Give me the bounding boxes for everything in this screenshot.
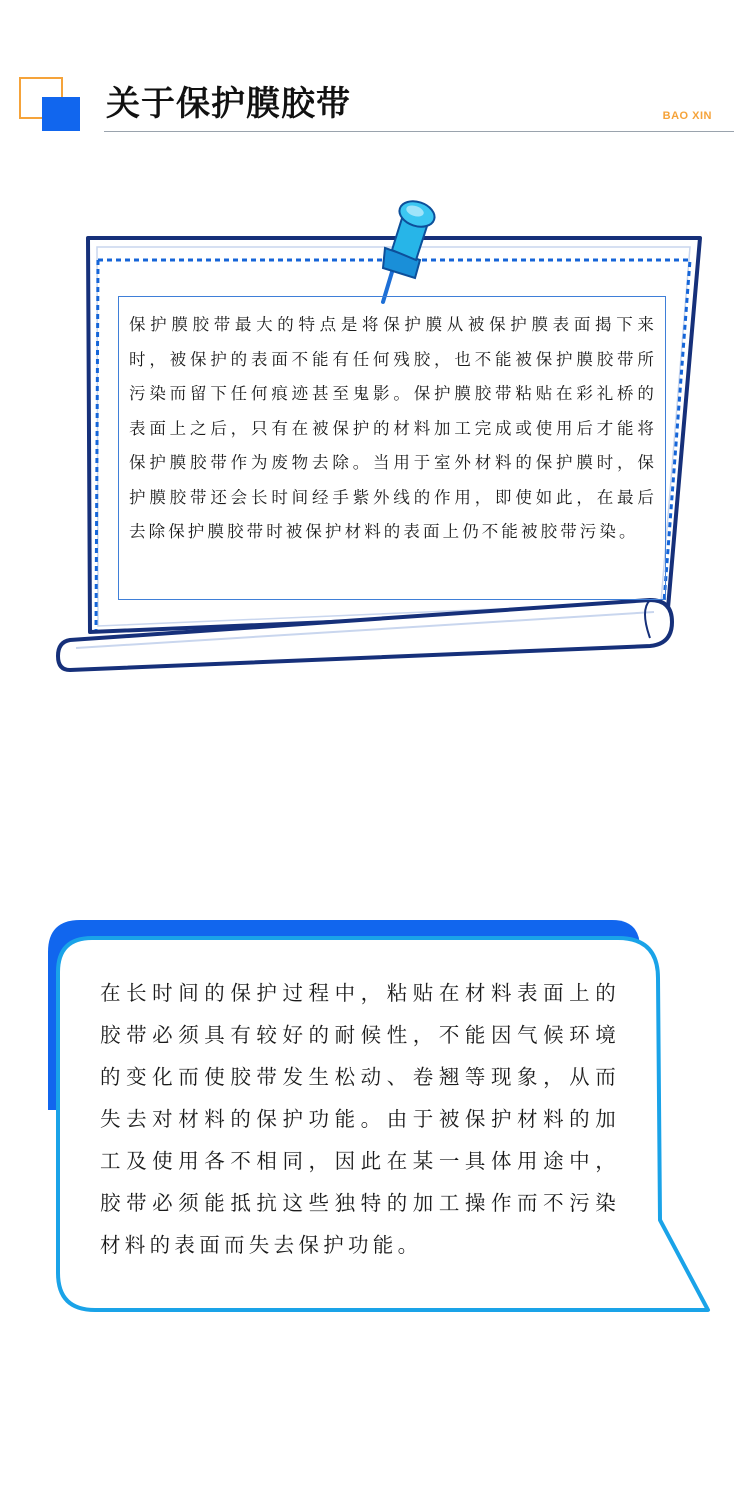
header-divider — [104, 131, 734, 132]
brand-label: BAO XIN — [662, 110, 712, 122]
decorative-square-blue — [42, 97, 80, 131]
scroll-card-paragraph: 保护膜胶带最大的特点是将保护膜从被保护膜表面揭下来时，被保护的表面不能有任何残胶，也不能被保护膜胶带所污染而留下任何痕迹甚至鬼影。保护膜胶带粘贴在彩礼桥的表面上之后，只有在被保护的材料加工完成或使用后才能将保护膜胶带作为废物去除。当用于室外材料的保护膜时，保护膜胶带还会长时间经手紫外线的作用，即使如此，在最后去除保护膜胶带时被保护材料的表面上仍不能被胶带污染。 — [129, 315, 657, 541]
page-title: 关于保护膜胶带 — [106, 84, 351, 124]
speech-card-paragraph: 在长时间的保护过程中，粘贴在材料表面上的胶带必须具有较好的耐候性，不能因气候环境的变化而使胶带发生松动、卷翘等现象，从而失去对材料的保护功能。由于被保护材料的加工及使用各不相同，因此在某一具体用途中，胶带必须能抵抗这些独特的加工操作而不污染材料的表面而失去保护功能。 — [100, 981, 620, 1257]
scroll-card-text — [118, 296, 666, 600]
speech-card-text — [100, 972, 620, 1266]
section-header — [0, 0, 750, 140]
